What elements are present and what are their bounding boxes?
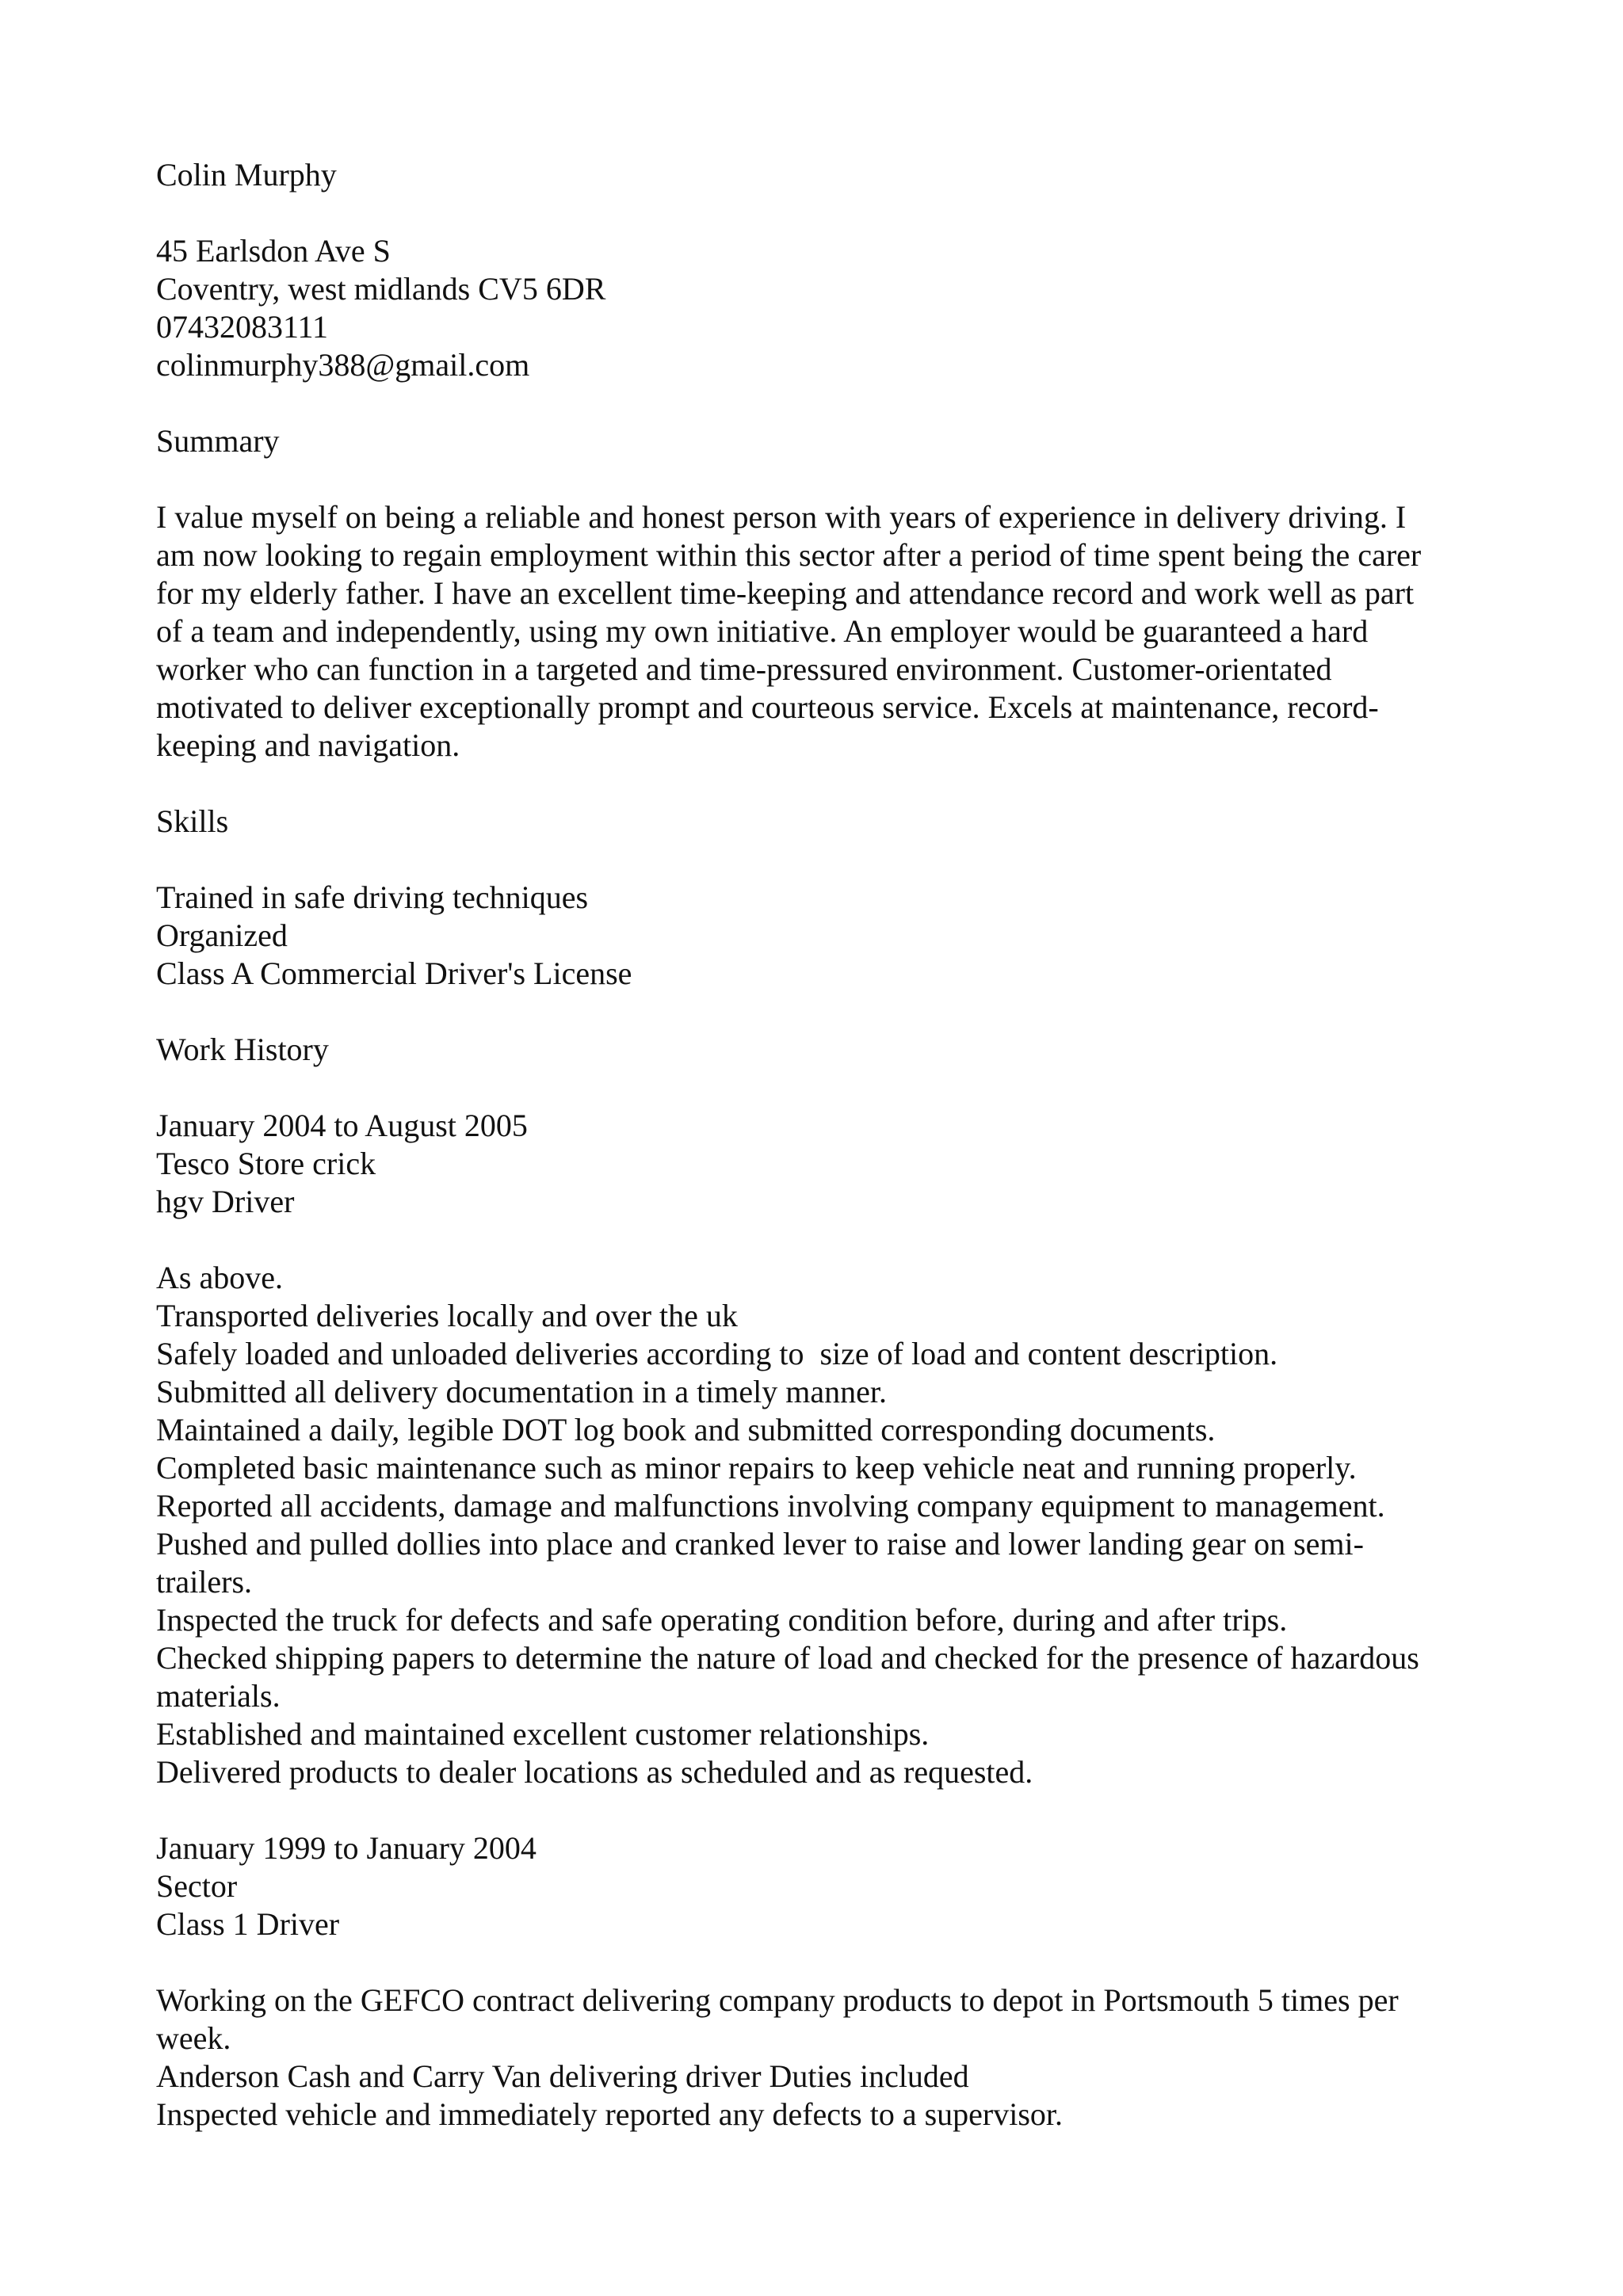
job-dates: January 1999 to January 2004 xyxy=(156,1830,537,1866)
job-title: hgv Driver xyxy=(156,1184,295,1219)
job-duty-line: Transported deliveries locally and over the uk xyxy=(156,1298,738,1333)
address-line-2: Coventry, west midlands CV5 6DR xyxy=(156,271,606,307)
summary-line: I value myself on being a reliable and honest person with years of experience in delivery driving. I xyxy=(156,499,1407,535)
job-duty-line: Submitted all delivery documentation in a timely manner. xyxy=(156,1374,888,1409)
summary-heading: Summary xyxy=(156,423,280,459)
spacer xyxy=(156,1943,1487,1981)
resume-content xyxy=(156,156,1487,2134)
job-dates: January 2004 to August 2005 xyxy=(156,1108,528,1143)
summary-line: for my elderly father. I have an excellent time-keeping and attendance record and work well as part xyxy=(156,575,1415,611)
job-duty-line: Safely loaded and unloaded deliveries according to size of load and content description. xyxy=(156,1336,1278,1371)
job-duty-line: Reported all accidents, damage and malfunctions involving company equipment to management. xyxy=(156,1488,1385,1524)
work-history-heading: Work History xyxy=(156,1032,329,1067)
skill-item: Organized xyxy=(156,917,288,953)
email-address: colinmurphy388@gmail.com xyxy=(156,347,530,383)
job-duty-line: week. xyxy=(156,2020,231,2056)
phone-number: 07432083111 xyxy=(156,309,329,345)
job-duty-line: As above. xyxy=(156,1260,283,1295)
job-duty-line: Delivered products to dealer locations as scheduled and as requested. xyxy=(156,1754,1033,1790)
spacer xyxy=(156,1069,1487,1107)
job-duty-line: Established and maintained excellent customer relationships. xyxy=(156,1716,930,1752)
skill-item: Trained in safe driving techniques xyxy=(156,879,589,915)
job-duty-line: Inspected vehicle and immediately reported any defects to a supervisor. xyxy=(156,2096,1064,2132)
candidate-name: Colin Murphy xyxy=(156,157,337,193)
job-employer: Tesco Store crick xyxy=(156,1146,376,1181)
skill-item: Class A Commercial Driver's License xyxy=(156,955,632,991)
summary-line: keeping and navigation. xyxy=(156,727,460,763)
job-duty-line: materials. xyxy=(156,1678,281,1714)
spacer xyxy=(156,384,1487,422)
summary-line: am now looking to regain employment within this sector after a period of time spent being the carer xyxy=(156,537,1422,573)
summary-line: motivated to deliver exceptionally prompt and courteous service. Excels at maintenance, record- xyxy=(156,689,1379,725)
job-duty-line: Completed basic maintenance such as minor repairs to keep vehicle neat and running properly. xyxy=(156,1450,1357,1486)
job-duty-line: Pushed and pulled dollies into place and cranked lever to raise and lower landing gear on semi- xyxy=(156,1526,1364,1562)
job-employer: Sector xyxy=(156,1868,238,1904)
spacer xyxy=(156,460,1487,498)
spacer xyxy=(156,993,1487,1031)
spacer xyxy=(156,1791,1487,1829)
skills-heading: Skills xyxy=(156,803,229,839)
job-duty-line: Working on the GEFCO contract delivering company products to depot in Portsmouth 5 times per xyxy=(156,1982,1399,2018)
address-line-1: 45 Earlsdon Ave S xyxy=(156,233,391,269)
spacer xyxy=(156,765,1487,803)
job-duty-line: trailers. xyxy=(156,1564,253,1600)
job-duty-line: Inspected the truck for defects and safe operating condition before, during and after trips. xyxy=(156,1602,1288,1638)
summary-line: worker who can function in a targeted and time-pressured environment. Customer-orientated xyxy=(156,651,1332,687)
spacer xyxy=(156,194,1487,232)
spacer xyxy=(156,841,1487,879)
summary-line: of a team and independently, using my own initiative. An employer would be guaranteed a hard xyxy=(156,613,1369,649)
job-duty-line: Anderson Cash and Carry Van delivering driver Duties included xyxy=(156,2058,969,2094)
job-duty-line: Maintained a daily, legible DOT log book and submitted corresponding documents. xyxy=(156,1412,1216,1447)
job-duty-line: Checked shipping papers to determine the nature of load and checked for the presence of hazardous xyxy=(156,1640,1419,1676)
spacer xyxy=(156,1221,1487,1259)
job-title: Class 1 Driver xyxy=(156,1906,340,1942)
